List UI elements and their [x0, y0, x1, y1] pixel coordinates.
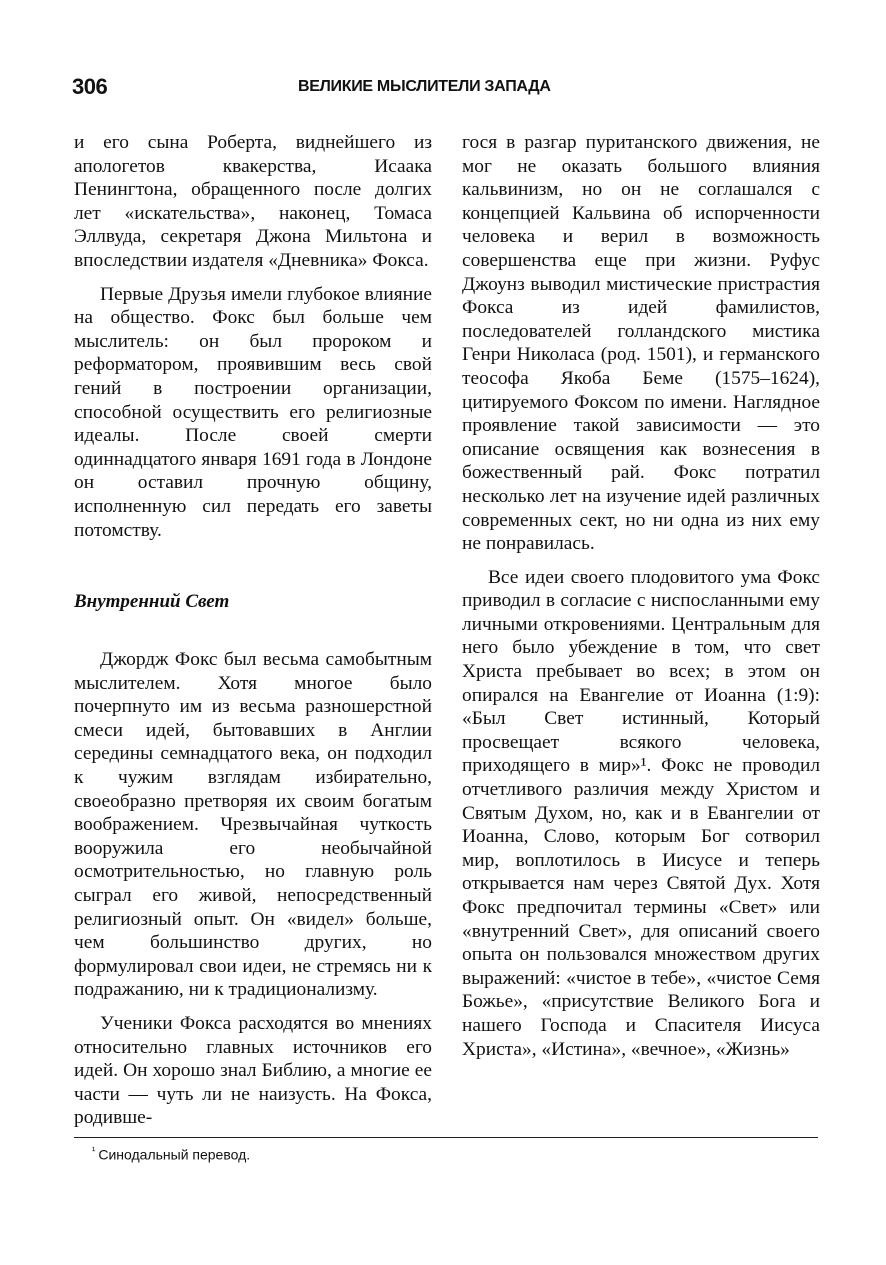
section-heading: Внутренний Свет — [74, 591, 230, 613]
paragraph: Первые Друзья имели глубокое влияние на общество. Фокс был больше чем мыслитель: он был пророком и реформатором, проявившим весь свой гений в построении организации, способной осуществить его религиозные идеалы. После своей смерти одиннадцатого января 1691 года в Лондоне он оставил прочную общину, исполненную сил передать его заветы потомству. — [74, 283, 432, 541]
paragraph: и его сына Роберта, виднейшего из апологетов квакерства, Исаака Пенингтона, обращенного после долгих лет «искательства», наконец, Томаса Эллвуда, секретаря Джона Мильтона и впоследствии издателя «Дневника» Фокса. — [74, 132, 432, 271]
paragraph: Ученики Фокса расходятся во мнениях относительно главных источников его идей. Он хорошо знал Библию, а многие ее части — чуть ли не наизусть. На Фокса, родивше- — [74, 1013, 432, 1129]
footnote-marker: ¹ — [92, 1146, 96, 1157]
running-title: ВЕЛИКИЕ МЫСЛИТЕЛИ ЗАПАДА — [298, 78, 551, 95]
footnote-text: Синодальный перевод. — [98, 1146, 251, 1163]
right-column — [462, 131, 820, 1061]
footnote-divider — [74, 1137, 818, 1138]
left-column — [74, 131, 432, 1130]
page-number: 306 — [72, 74, 108, 99]
paragraph: гося в разгар пуританского движения, не мог не оказать большого влияния кальвинизм, но он не соглашался с концепцией Кальвина об испорченности человека и верил в возможность совершенства еще при жизни. Руфус Джоунз выводил мистические пристрастия Фокса из идей фамилистов, последователей голландского мистика Генри Николаса (род. 1501), и германского теософа Якоба Беме (1575–1624), цитируемого Фоксом по имени. Наглядное проявление такой зависимости — это описание освящения как вознесения в божественный рай. Фокс потратил несколько лет на изучение идей различных современных сект, но ни одна из них ему не понравилась. — [462, 132, 820, 555]
paragraph: Джордж Фокс был весьма самобытным мыслителем. Хотя многое было почерпнуто им из весьма разношерстной смеси идей, бытовавших в Англии середины семнадцатого века, он подходил к чужим взглядам избирательно, своеобразно претворяя их своим богатым воображением. Чрезвычайная чуткость вооружила его необычайной осмотрительностью, но главную роль сыграл его живой, непосредственный религиозный опыт. Он «видел» больше, чем большинство других, но формулировал свои идеи, не стремясь ни к подражанию, ни к традиционализму. — [74, 649, 432, 1001]
footnote — [92, 1143, 250, 1164]
paragraph: Все идеи своего плодовитого ума Фокс приводил в согласие с ниспосланными ему личными откровениями. Центральным для него было убеждение в том, что свет Христа пребывает во всех; в этом он опирался на Евангелие от Иоанна (1:9): «Был Свет истинный, Который просвещает всякого человека, приходящего в мир»¹. Фокс не проводил отчетливого различия между Христом и Святым Духом, но, как и в Евангелии от Иоанна, Слово, которым Бог сотворил мир, воплотилось в Иисусе и теперь открывается нам через Святой Дух. Хотя Фокс предпочитал термины «Свет» или «внутренний Свет», для описаний своего опыта он пользовался множеством других выражений: «чистое в тебе», «чистое Семя Божье», «присутствие Великого Бога и нашего Господа и Спасителя Иисуса Христа», «Истина», «вечное», «Жизнь» — [462, 566, 820, 1060]
page-header — [72, 74, 820, 108]
